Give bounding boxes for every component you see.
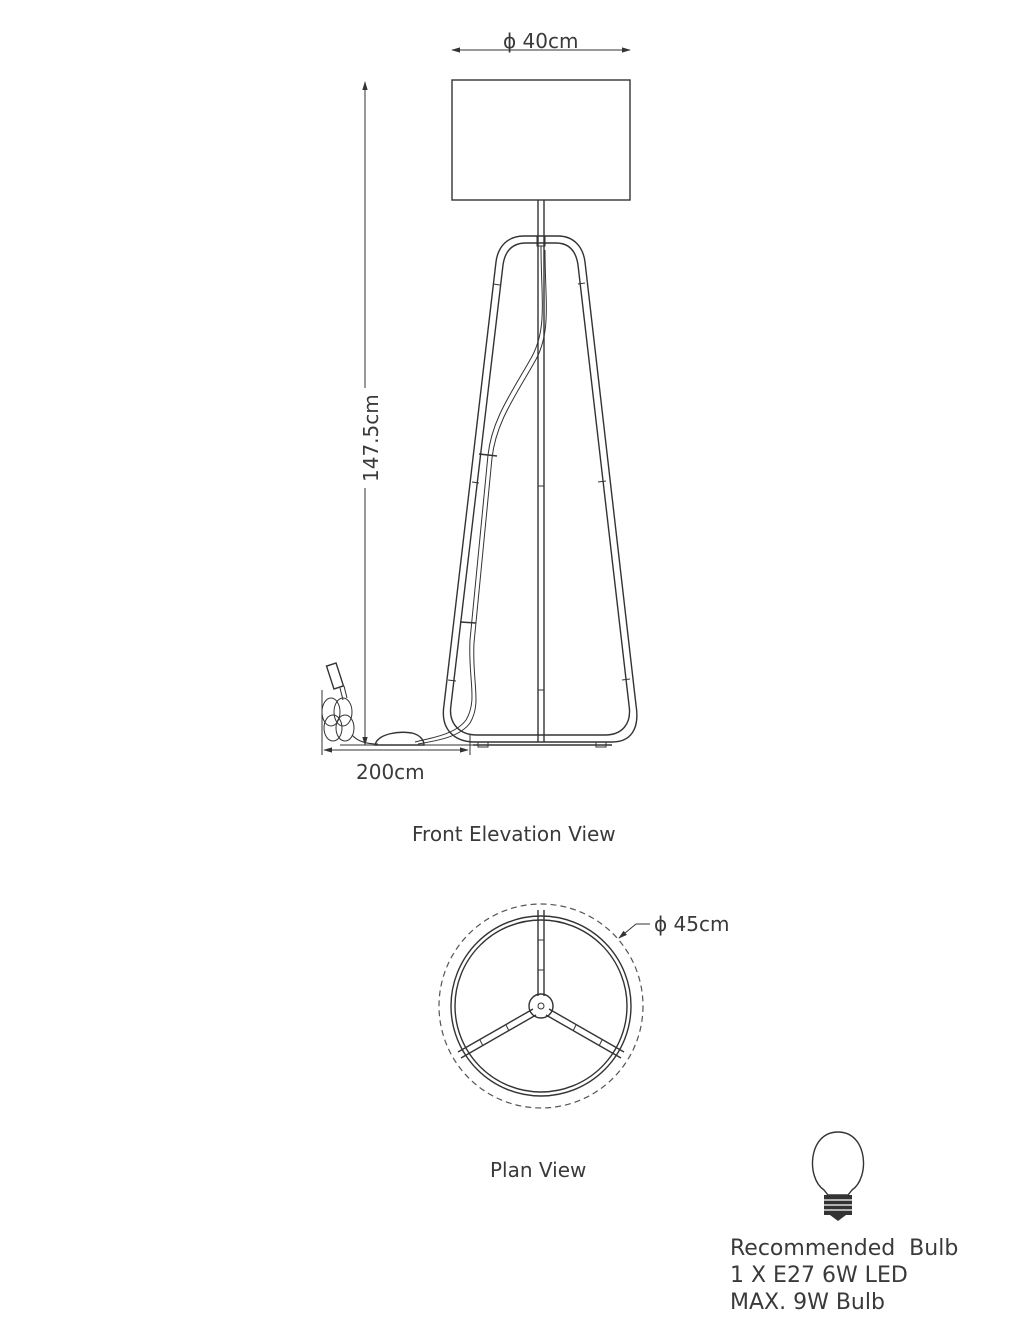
shade-outline-circle <box>439 904 643 1108</box>
height-label: 147.5cm <box>359 394 383 482</box>
front-elevation-drawing <box>322 29 637 846</box>
plan-diameter-dimension <box>619 912 729 938</box>
cable-length-label: 200cm <box>356 760 425 784</box>
coiled-cable <box>322 698 378 744</box>
foot-switch <box>375 732 424 745</box>
bulb-spec-line1: 1 X E27 6W LED <box>730 1263 908 1288</box>
shade-width-dimension <box>452 29 630 53</box>
center-hub <box>529 994 553 1018</box>
bulb-spec-line2: MAX. 9W Bulb <box>730 1290 885 1315</box>
center-pole <box>537 200 545 742</box>
bulb-recommendation <box>730 1235 958 1316</box>
power-cable <box>415 246 542 742</box>
height-dimension <box>355 82 383 745</box>
base-circle <box>451 916 631 1096</box>
tripod-frame <box>443 236 637 742</box>
bulb-title: Recommended Bulb <box>730 1236 959 1261</box>
plug-icon <box>327 663 347 700</box>
tripod-legs-plan <box>458 910 624 1058</box>
plan-view-caption: Plan View <box>490 1158 587 1182</box>
front-elevation-caption: Front Elevation View <box>412 822 616 846</box>
plan-view-drawing <box>439 904 729 1182</box>
lamp-shade <box>452 80 630 200</box>
shade-width-label: ϕ 40cm <box>503 29 579 53</box>
bulb-icon <box>812 1132 863 1221</box>
plan-diameter-label: ϕ 45cm <box>654 912 730 936</box>
